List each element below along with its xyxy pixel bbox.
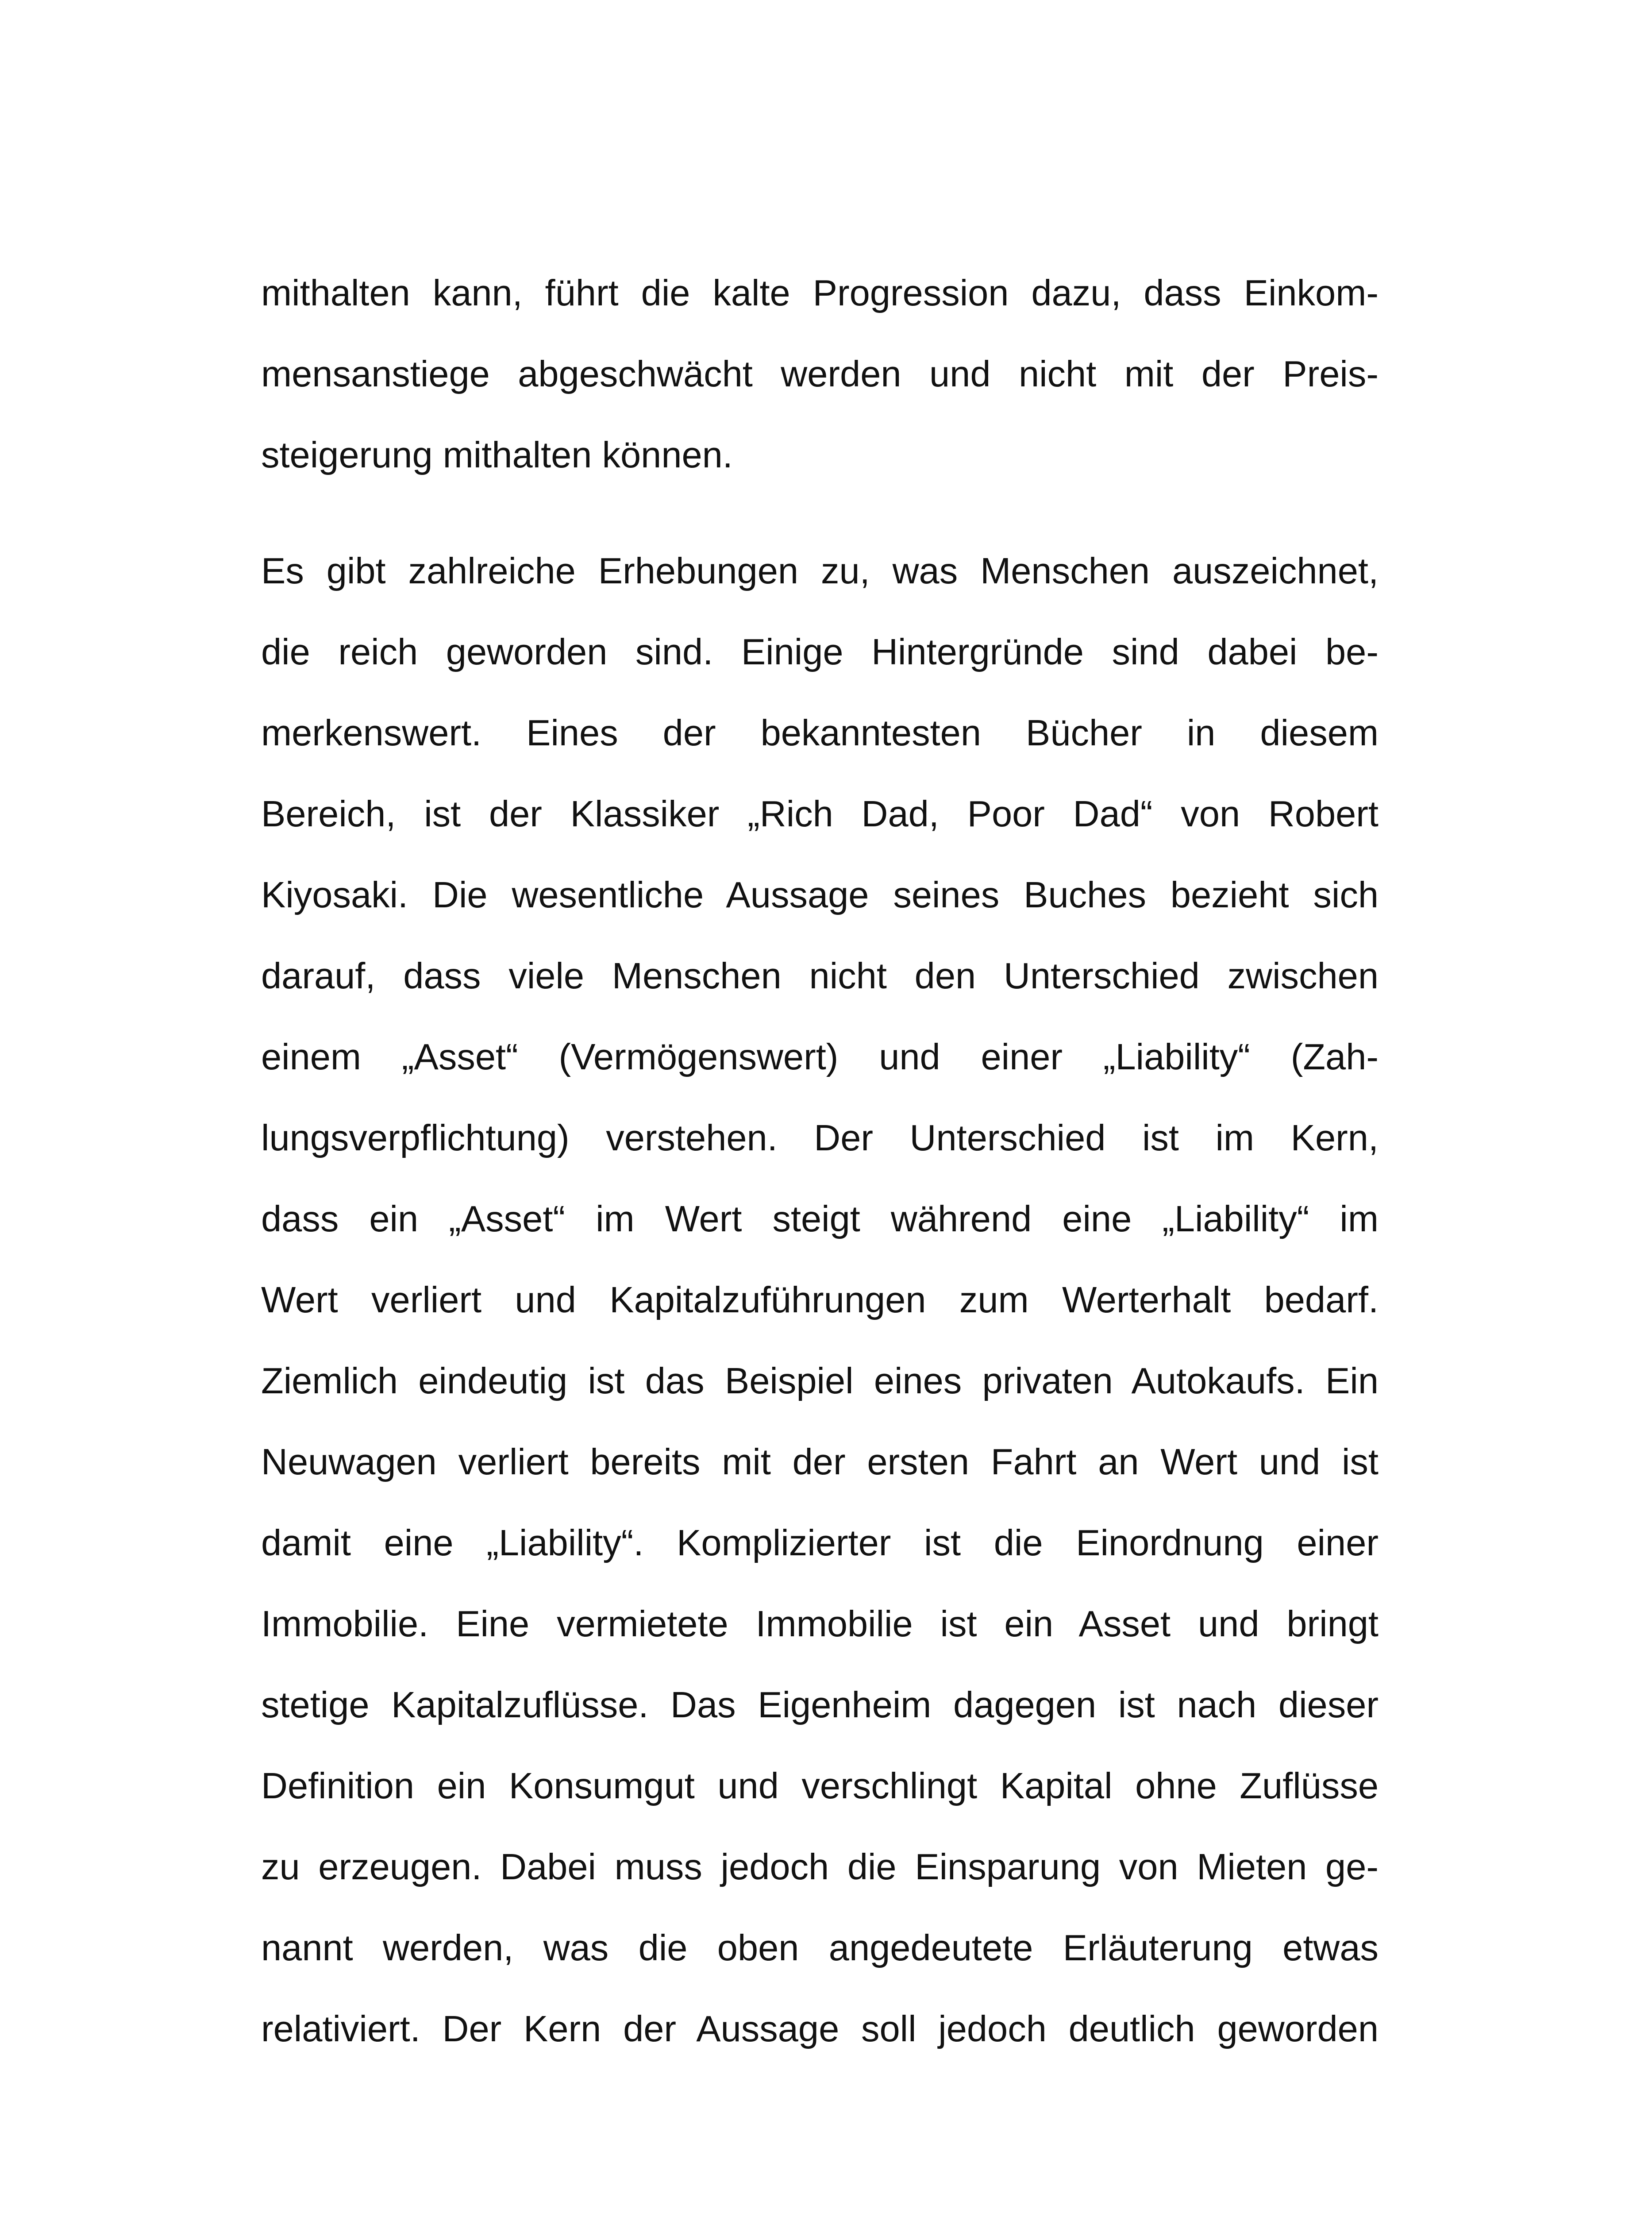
text-line: mithalten kann, führt die kalte Progression dazu, dass Einkom- (261, 272, 1379, 313)
text-line: damit eine „Liability“. Komplizierter ist die Einordnung einer (261, 1522, 1379, 1563)
text-line: stetige Kapitalzuflüsse. Das Eigenheim dagegen ist nach dieser (261, 1684, 1379, 1725)
text-line: relativiert. Der Kern der Aussage soll jedoch deutlich geworden (261, 2008, 1379, 2049)
paragraph-1 (261, 252, 1379, 495)
text-line: einem „Asset“ (Vermögenswert) und einer „Liability“ (Zah- (261, 1036, 1379, 1077)
text-line: dass ein „Asset“ im Wert steigt während eine „Liability“ im (261, 1198, 1379, 1239)
text-line: Es gibt zahlreiche Erhebungen zu, was Menschen auszeichnet, (261, 550, 1379, 591)
text-line: lungsverpflichtung) verstehen. Der Unterschied ist im Kern, (261, 1117, 1379, 1158)
text-line: Definition ein Konsumgut und verschlingt Kapital ohne Zuflüsse (261, 1765, 1379, 1806)
text-line: nannt werden, was die oben angedeutete Erläuterung etwas (261, 1927, 1379, 1968)
text-line: Kiyosaki. Die wesentliche Aussage seines Buches bezieht sich (261, 874, 1379, 915)
text-line: darauf, dass viele Menschen nicht den Unterschied zwischen (261, 955, 1379, 996)
text-line: Bereich, ist der Klassiker „Rich Dad, Poor Dad“ von Robert (261, 793, 1379, 834)
text-line: die reich geworden sind. Einige Hintergründe sind dabei be- (261, 631, 1379, 672)
text-line: Immobilie. Eine vermietete Immobilie ist ein Asset und bringt (261, 1603, 1379, 1644)
text-line: mensanstiege abgeschwächt werden und nicht mit der Preis- (261, 353, 1379, 394)
text-line: steigerung mithalten können. (261, 434, 733, 475)
text-line: zu erzeugen. Dabei muss jedoch die Einsparung von Mieten ge- (261, 1846, 1379, 1887)
text-line: Neuwagen verliert bereits mit der ersten Fahrt an Wert und ist (261, 1441, 1379, 1482)
text-line: Wert verliert und Kapitalzuführungen zum Werterhalt bedarf. (261, 1279, 1379, 1320)
text-line: merkenswert. Eines der bekanntesten Bücher in diesem (261, 712, 1379, 753)
paragraph-2 (261, 530, 1379, 2069)
text-line: Ziemlich eindeutig ist das Beispiel eines privaten Autokaufs. Ein (261, 1360, 1379, 1401)
